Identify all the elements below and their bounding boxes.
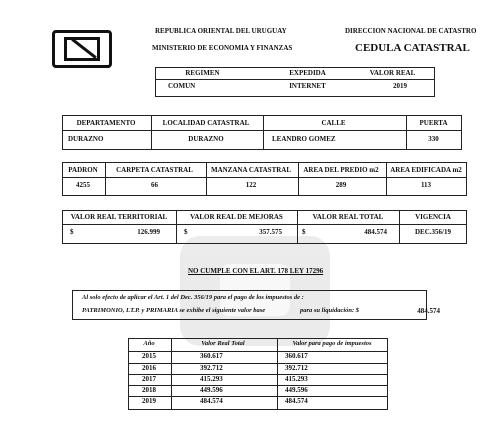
header-direction: DIRECCION NACIONAL DE CATASTRO (345, 27, 477, 35)
manzana-value: 122 (245, 181, 257, 189)
history-year-header: Año (143, 340, 155, 347)
history-row-total: 392.712 (200, 364, 223, 372)
expedida-value: INTERNET (289, 82, 326, 90)
puerta-value: 330 (428, 135, 439, 143)
history-row-year: 2016 (142, 364, 156, 372)
vigencia-value: DEC.356/19 (415, 228, 451, 236)
valor-total-header: VALOR REAL TOTAL (312, 213, 384, 221)
history-row-total: 449.596 (200, 386, 223, 394)
tax-note-line1: Al solo efecto de aplicar el Art. 1 del Dec. 356/19 para el pago de los impuestos de : (82, 294, 304, 301)
history-table (128, 338, 388, 410)
history-row-tax: 392.712 (285, 364, 308, 372)
history-row-tax: 484.574 (285, 397, 308, 405)
area-edificada-header: AREA EDIFICADA m2 (390, 166, 462, 174)
currency-sign-territorial: $ (70, 228, 74, 236)
history-row-total: 360.617 (200, 352, 223, 360)
catastro-logo-icon (52, 30, 112, 68)
calle-header: CALLE (321, 119, 346, 127)
carpeta-header: CARPETA CATASTRAL (116, 166, 193, 174)
tax-note-line2: PATRIMONIO, I.T.P. y PRIMARIA se exhibe el siguiente valor base (82, 307, 266, 314)
tax-note-line2b: para su liquidación: $ (300, 307, 360, 314)
valor-mejoras-value: 357.575 (259, 228, 282, 236)
history-row-year: 2018 (142, 386, 156, 394)
departamento-header: DEPARTAMENTO (76, 119, 136, 127)
history-row-tax: 449.596 (285, 386, 308, 394)
history-row-tax: 415.293 (285, 375, 308, 383)
valor-total-value: 484.574 (364, 228, 387, 236)
vigencia-header: VIGENCIA (415, 213, 451, 221)
valor-mejoras-header: VALOR REAL DE MEJORAS (190, 213, 283, 221)
regimen-header: REGIMEN (185, 69, 220, 77)
history-row-tax: 360.617 (285, 352, 308, 360)
history-row-year: 2017 (142, 375, 156, 383)
history-row-total: 415.293 (200, 375, 223, 383)
valor-territorial-value: 126.999 (137, 228, 160, 236)
departamento-value: DURAZNO (68, 135, 104, 143)
tax-base-amount: 484.574 (417, 307, 440, 315)
document-title: CEDULA CATASTRAL (355, 42, 470, 54)
history-row-year: 2015 (142, 352, 156, 360)
calle-value: LEANDRO GOMEZ (272, 135, 336, 143)
puerta-header: PUERTA (419, 119, 448, 127)
history-row-total: 484.574 (200, 397, 223, 405)
expedida-header: EXPEDIDA (289, 69, 326, 77)
localidad-header: LOCALIDAD CATASTRAL (162, 119, 250, 127)
history-tax-header: Valor para pago de impuestos (292, 340, 372, 347)
history-total-header: Valor Real Total (201, 340, 245, 347)
history-row-year: 2019 (142, 397, 156, 405)
regimen-value: COMUN (168, 82, 196, 90)
currency-sign-mejoras: $ (184, 228, 188, 236)
carpeta-value: 66 (151, 181, 158, 189)
valor-real-year: 2019 (393, 82, 407, 90)
padron-header: PADRON (68, 166, 98, 174)
padron-value: 4255 (76, 181, 90, 189)
area-edificada-value: 113 (420, 181, 432, 189)
header-republic: REPUBLICA ORIENTAL DEL URUGUAY (155, 27, 287, 35)
valor-real-header: VALOR REAL (369, 69, 416, 77)
localidad-value: DURAZNO (188, 135, 224, 143)
manzana-header: MANZANA CATASTRAL (210, 166, 292, 174)
valor-territorial-header: VALOR REAL TERRITORIAL (70, 213, 168, 221)
area-predio-header: AREA DEL PREDIO m2 (303, 166, 379, 174)
area-predio-value: 289 (335, 181, 347, 189)
header-ministry: MINISTERIO DE ECONOMIA Y FINANZAS (152, 44, 293, 52)
compliance-notice: NO CUMPLE CON EL ART. 178 LEY 17296 (188, 267, 324, 275)
currency-sign-total: $ (302, 228, 306, 236)
